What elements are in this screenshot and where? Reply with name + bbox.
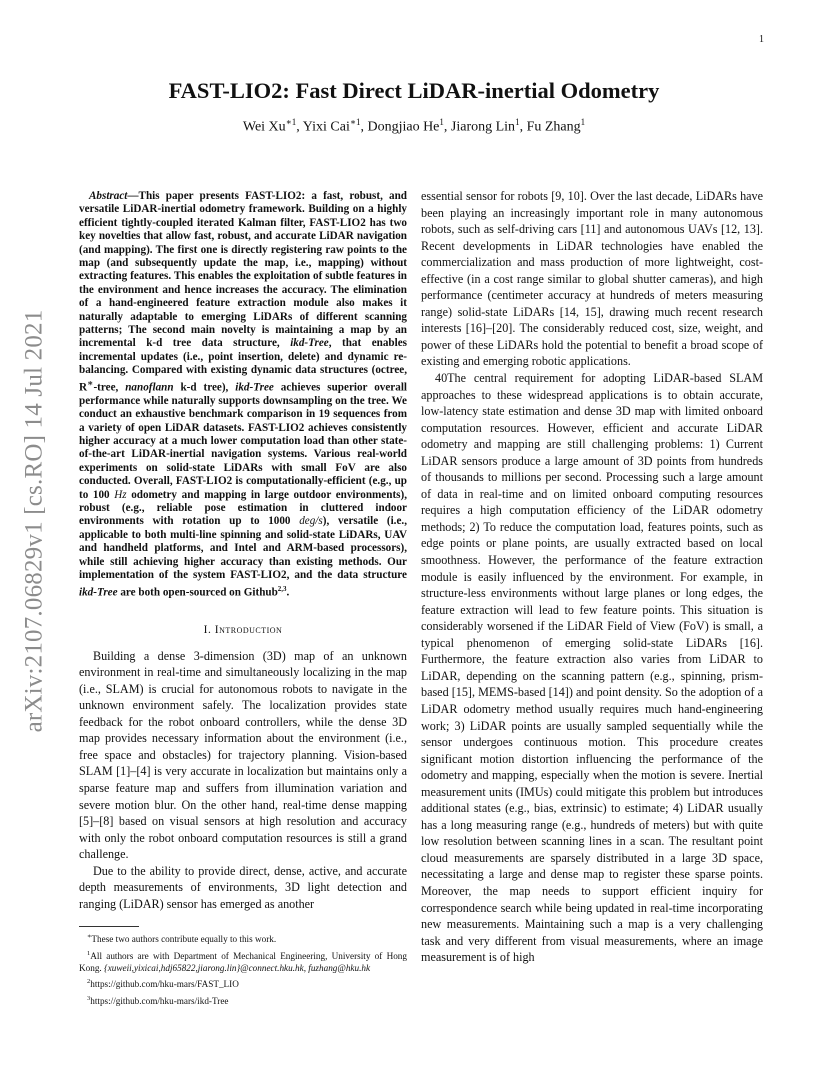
author-list: Wei $Xu^{∗1}$, Yixi Cai$^{∗1}$, Dongjiao He$^1$, Jiarong Lin$^1$, Fu Zhang$^1$ [242,117,586,135]
body-paragraph: Building a dense 3-dimension (3D) map of an unknown environment in real-time and simultaneously localizing in the map (i.e., SLAM) is crucial for autonomous robots to navigate in the unknown environment safely. The localization provides state feedback for the robot onboard controllers, while the dense 3D map provides necessary information about the environment (i.e., free space and obstacles) for trajectory planning. Vision-based SLAM [1]–[4] is very accurate in localization but maintains only a sparse feature map and suffers from illumination variation and severe motion blur. On the other hand, real-time dense mapping [5]–[8] based on visual sensors at high resolution and accuracy with only the robot onboard computation resources is still a grand challenge. [79,648,407,862]
section-heading-introduction: I. Introduction [203,623,283,636]
author-affiliation-mark: 1 [439,117,444,127]
paper-title: FAST-LIO2: Fast Direct LiDAR-inertial Odometry [168,78,660,103]
right-column [421,188,763,966]
left-column [79,190,407,1009]
arxiv-identifier-stamp [4,296,64,746]
footnotes [79,931,407,1007]
abstract-label: Abstract [89,190,128,202]
footnote: ∗These two authors contribute equally to this work. [87,933,277,945]
arxiv-stamp-text: arXiv:2107.06829v1 [cs.RO] 14 Jul 2021 [20,309,48,733]
author-emails: {xuweii,yixicai,hdj65822,jiarong.lin}@connect.hku.hk, fuzhang@hku.hk [104,962,371,973]
footnote-divider [79,926,139,927]
body-paragraph: essential sensor for robots [9, 10]. Over the last decade, LiDARs have been playing an increasingly important role in many autonomous robots, such as self-driving cars [11] and autonomous UAVs [12, 13]. Recent developments in LiDAR technologies have enabled the commercialization and mass production of more lightweight, cost-effective (in a cost range similar to global shutter cameras), and high performance (centimeter accuracy at hundreds of meters measuring range) solid-state LiDARs [14, 15], drawing much recent research interests [16]–[20]. The considerably reduced cost, size, weight, and power of these LiDARs hold the potential to benefit a broad scope of existing and emerging robotic applications. [421,189,763,369]
ikd-tree-term: ikd-Tree [235,381,274,394]
page-number: 1 [759,34,764,45]
footnote: $^1$All authors are with Department of Mechanical Engineering, University of Hong Kong. {xuweii,yixicai,hdj65822,jiarong.lin}@connect.hku.hk, fuzhang@hku.hk [79,949,407,973]
author-name: Fu Zhang [526,119,581,135]
ikd-tree-term: ikd-Tree [79,586,118,599]
unit-hz: Hz [114,488,127,501]
nanoflann-term: nanoflann [125,381,174,394]
footnote: $^3$https://github.com/hku-mars/ikd-Tree [87,994,229,1006]
author-name: Jiarong Lin [450,119,516,135]
body-paragraph: Due to the ability to provide direct, dense, active, and accurate depth measurements of environments, 3D light detection and ranging (LiDAR) sensor has emerged as another [79,863,407,911]
fast-lio-link[interactable]: https://github.com/hku-mars/FAST_LIO [90,979,239,990]
author-name: Yixi Cai [302,119,350,135]
unit-degs: deg/s [299,515,323,528]
body-paragraph: 40The central requirement for adopting LiDAR-based SLAM approaches to these widespread applications is to obtain accurate, low-latency state estimation and dense 3D map with limited onboard computation resources. However, efficient and accurate LiDAR odometry and mapping are still challenging problems: 1) Current LiDAR sensors produce a large amount of 3D points from hundreds of thousands to millions per second. Processing such a large amount of data in real-time and on limited onboard computing resources requires a high computation efficiency of the LiDAR odometry methods; 2) To reduce the computation load, features points, such as edge points or plane points, are usually extracted based on local smoothness. However, the performance of the feature extraction module is easily influenced by the environment. For example, in structure-less environments without large planes or long edges, the feature extraction will lead to few feature points. This situation is considerably worsened if the LiDAR Field of View (FoV) is small, a typical phenomenon of emerging solid-state LiDARs [16]. Furthermore, the feature extraction also varies from LiDAR to LiDAR, depending on the scanning pattern (e.g., spinning, prism-based [15], MEMS-based [14]) and point density. So the adoption of a LiDAR odometry method usually requires much hand-engineering work; 3) LiDAR points are usually sampled sequentially while the sensor undergoes continuous motion. This procedure creates significant motion distortion influencing the performance of the odometry and mapping, especially when the motion is severe. Inertial measurement units (IMUs) could mitigate this problem but introduces additional states (e.g., bias, extrinsic) to estimate; 4) LiDAR usually has a long measuring range (e.g., hundreds of meters) but with quite low resolution between scanning lines in a scan. The resultant point cloud measurements are sparsely distributed in a large 3D space, necessitating a large and dense map to register these sparse points. Moreover, the map needs to support efficient inquiry for correspondence search while being updated in real-time incorporating new measurements. Maintaining such a map is a very challenging task and very different from visual measurements, where an image measurement is of high [421,371,763,965]
author-affiliation-mark: ∗1 [285,117,297,127]
author-affiliation-mark: 1 [580,117,586,127]
footnote: $^2$https://github.com/hku-mars/FAST_LIO [87,978,239,990]
author-name: Wei Xu [242,119,286,135]
abstract: Abstract—This paper presents FAST-LIO2: a fast, robust, and versatile LiDAR-inertial odometry framework. Building on a highly efficient tightly-coupled iterated Kalman filter, FAST-LIO2 has two key novelties that allow fast, robust, and accurate LiDAR navigation (and mapping). The first one is directly registering raw points to the map (and subsequently update the map, i.e., mapping) without extracting features. This enables the exploitation of subtle features in the environment and hence increases the accuracy. The elimination of a hand-engineered feature extraction module also makes it naturally adaptable to emerging LiDARs of different scanning patterns; The second main novelty is maintaining a map by an incremental k-d tree data structure, ikd-Tree, that enables incremental updates (i.e., point insertion, delete) and dynamic re-balancing. Compared with existing dynamic data structures (octree, R∗-tree, nanoflann k-d tree), ikd-Tree achieves superior overall performance while naturally supports downsampling on the tree. We conduct an exhaustive benchmark comparison in 19 sequences from a variety of open LiDAR datasets. FAST-LIO2 achieves consistently higher accuracy at a much lower computation load than other state-of-the-art LiDAR-inertial navigation systems. Various real-world experiments on solid-state LiDARs with small FoV are also conducted. Overall, FAST-LIO2 is computationally-efficient (e.g., up to 100 Hz odometry and mapping in large outdoor environments), robust (e.g., reliable pose estimation in cluttered indoor environments with rotation up to 1000 deg/s), versatile (i.e., applicable to both multi-line spinning and solid-state LiDARs, UAV and handheld platforms, and Intel and ARM-based processors), while still achieving higher accuracy than existing methods. Our implementation of the system FAST-LIO2, and the data structure ikd-Tree are both open-sourced on Github$^{2,3}$. [79,190,408,599]
author-affiliation-mark: ∗1 [349,117,361,127]
author-name: Dongjiao He [367,119,440,135]
ikd-tree-term: ikd-Tree [290,337,329,350]
ikd-tree-link[interactable]: https://github.com/hku-mars/ikd-Tree [90,995,229,1006]
footnote-mark: 2,3 [277,584,287,593]
author-affiliation-mark: 1 [515,117,520,127]
